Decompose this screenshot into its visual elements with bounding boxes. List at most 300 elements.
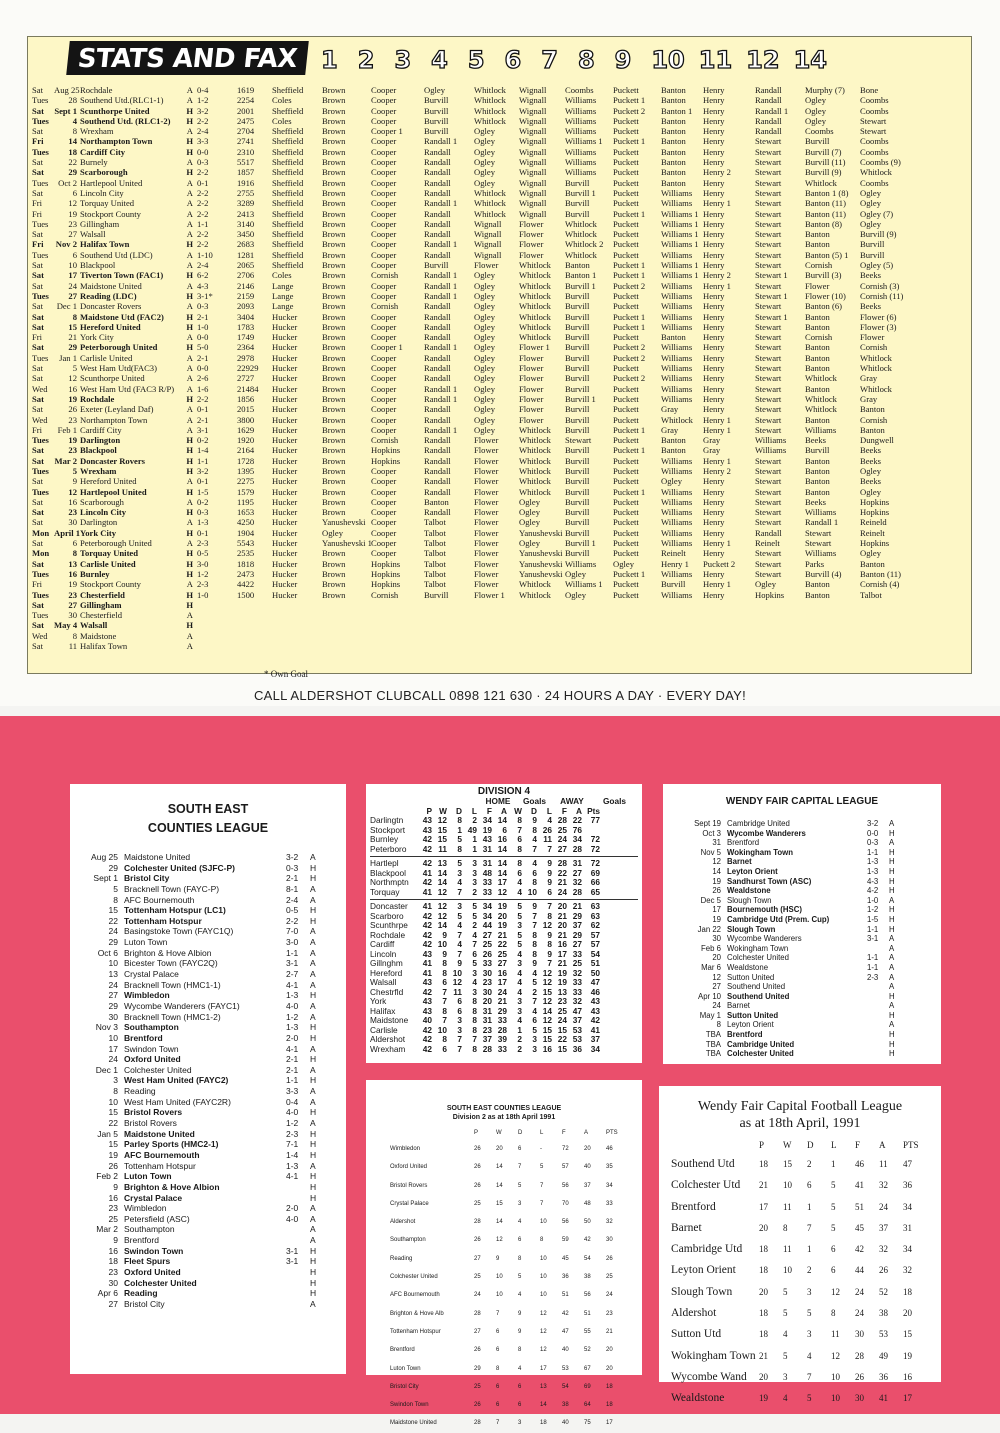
fixture-cell: Williams	[661, 187, 693, 198]
fixture-cell: 3800	[237, 414, 255, 425]
team-name: Wokingham Town	[671, 1349, 756, 1362]
stat-cell: 14	[496, 1219, 503, 1226]
stat-cell: 31	[482, 1005, 492, 1016]
fixture-cell: Randall	[424, 311, 451, 322]
team-name: Wycombe Wand	[671, 1370, 747, 1383]
stat-cell: 6	[807, 1180, 812, 1191]
fixture-opponent: Southend Utd.(RLC1-1)	[80, 95, 164, 106]
fixture-opponent: Exeter (Leyland Daf)	[80, 404, 154, 415]
stat-cell: 40	[584, 1164, 591, 1171]
fixture-score	[867, 1001, 889, 1011]
fixture-cell: Stewart	[755, 558, 782, 569]
fixture-opponent: Tottenham Hotspur	[124, 915, 202, 926]
stat-cell: 9	[547, 867, 552, 878]
fixture-cell	[80, 322, 197, 332]
fixture-score: 1-1	[286, 1075, 299, 1086]
fixture-cell: Williams	[661, 373, 693, 384]
fixture-cell: Whitlock	[805, 404, 837, 415]
fixture-cell: Burvill	[424, 126, 449, 137]
stat-cell: 7	[442, 986, 447, 997]
fixture-cell: Henry 2	[703, 465, 731, 476]
fixture-score: 2-4	[286, 894, 299, 905]
fixture-cell: Whitlock	[860, 363, 892, 374]
fixture-cell	[80, 487, 197, 497]
fixture-opponent: Doncaster Rovers	[80, 455, 145, 466]
stat-cell: 27	[572, 939, 582, 949]
fixture-cell: 2706	[237, 270, 255, 281]
fixture-score: 3-1	[286, 1256, 299, 1267]
fixture-opponent: York City	[80, 527, 117, 538]
fixture-cell: 23	[68, 589, 77, 600]
fixture-cell	[80, 178, 197, 188]
fixture-cell: Banton	[805, 321, 830, 332]
fixture-cell: Puckett	[613, 126, 639, 137]
stat-cell: 26	[474, 1237, 481, 1244]
fixture-cell: Whitlock	[519, 280, 551, 291]
stat-cell: 1	[472, 834, 477, 844]
fixture-cell: Tues	[32, 218, 49, 229]
fixture-cell: Henry	[703, 507, 725, 518]
fixture-cell: Banton (11)	[860, 568, 901, 579]
fixture-cell: Burvill	[565, 208, 590, 219]
fixture-cell: 1856	[237, 393, 255, 404]
stat-cell: 6	[518, 1146, 522, 1152]
fixture-cell: Sheffield	[272, 239, 304, 250]
stat-cell: 49	[879, 1350, 888, 1361]
fixture-cell: Ogley	[661, 476, 683, 487]
fixture-cell: 1195	[237, 496, 254, 507]
stat-cell: 9	[547, 948, 552, 959]
fixture-cell: Williams	[661, 280, 693, 291]
fixture-cell: Williams	[661, 486, 693, 497]
stat-cell: 24	[606, 1292, 613, 1299]
fixture-cell: Ogley	[474, 352, 496, 363]
fixture-cell: Banton	[805, 486, 830, 497]
fixture-cell: Ogley	[860, 465, 882, 476]
fixture-opponent: Colchester United (SJFC-P)	[124, 862, 235, 873]
sec-div2-row	[390, 1414, 642, 1432]
fixture-score: 2-1	[286, 1054, 299, 1065]
stat-cell: 7	[532, 996, 537, 1006]
team-name: Northmptn	[370, 877, 409, 887]
fixture-cell: Banton	[661, 115, 686, 126]
stat-cell: 40	[562, 1420, 569, 1427]
fixture-score: 2-3	[286, 1128, 299, 1139]
fixture-date: 26	[108, 1160, 118, 1171]
fixture-cell	[80, 538, 197, 548]
clubcall-line: CALL ALDERSHOT CLUBCALL 0898 121 630 · 24 HOURS A DAY · EVERY DAY!	[253, 688, 747, 703]
fixture-cell	[80, 312, 197, 322]
fixture-cell: Henry 2	[703, 167, 731, 178]
fixture-cell: Cooper	[371, 157, 397, 168]
fixture-cell	[197, 610, 237, 620]
fixture-cell: 1-3	[197, 517, 209, 528]
fixture-cell: Banton	[661, 126, 686, 137]
fixture-cell: Sat	[32, 301, 43, 312]
fixture-cell: Flower	[519, 229, 544, 240]
fixture-cell: Cooper	[371, 290, 397, 301]
stat-cell: 5	[472, 901, 477, 911]
fixture-cell: Hucker	[272, 332, 298, 343]
stat-cell: 38	[562, 1402, 569, 1409]
shirt-number: 12	[746, 46, 780, 74]
team-name: Burnley	[370, 834, 399, 844]
stat-cell: 20	[557, 901, 567, 911]
fixture-row	[32, 106, 966, 116]
fixture-cell: 0-2	[197, 496, 209, 507]
stat-cell: 19	[759, 1393, 768, 1404]
stat-cell: 33	[572, 948, 582, 959]
stat-cell: 26	[542, 824, 552, 835]
fixture-cell: Beeks	[860, 476, 882, 487]
fixture-cell	[565, 641, 613, 651]
south-east-counties-panel	[70, 784, 346, 1374]
fixture-venue: H	[310, 1256, 317, 1267]
fixture-venue: H	[186, 136, 193, 147]
stat-cell: 42	[422, 939, 432, 949]
fixture-venue: A	[310, 1235, 316, 1246]
column-header: D	[531, 805, 537, 816]
fixture-venue: A	[186, 187, 193, 198]
fixture-cell	[80, 590, 197, 600]
fixture-cell: Williams	[661, 290, 693, 301]
stat-cell: 49	[467, 824, 477, 835]
fixture-cell: Henry	[703, 239, 725, 250]
fixture-cell: Williams 1	[661, 218, 699, 229]
stat-cell: 21	[572, 901, 582, 911]
fixture-date: Jan 5	[97, 1128, 118, 1139]
stat-cell: 1	[807, 1244, 812, 1255]
fixture-cell: Banton	[805, 239, 830, 250]
fixture-cell: Henry	[703, 260, 725, 271]
stat-cell: 4	[517, 1015, 522, 1025]
stat-cell: 8	[518, 1347, 522, 1354]
fixture-opponent: Wokingham Town	[727, 847, 793, 857]
fixture-date: 20	[712, 953, 721, 963]
fixture-cell: Randall	[424, 187, 451, 198]
fixture-cell: Hucker	[272, 465, 298, 476]
fixture-cell: Henry	[703, 393, 725, 404]
fixture-cell: 17	[68, 270, 77, 281]
division-4-row	[370, 888, 638, 898]
fixture-cell	[80, 209, 197, 219]
fixture-cell	[80, 610, 197, 620]
fixture-cell: Banton 1	[565, 270, 597, 281]
fixture-cell: Ogley	[474, 332, 496, 343]
fixture-cell: Henry	[703, 496, 725, 507]
south-east-fixture-row	[86, 948, 346, 959]
stat-cell: 25	[572, 958, 582, 968]
stat-cell: 21	[557, 910, 567, 921]
wendy-table-row	[671, 1282, 941, 1303]
fixture-row	[32, 445, 966, 455]
stats-page	[0, 0, 1000, 706]
stat-cell: 27	[557, 843, 567, 854]
fixture-cell: 2001	[237, 105, 255, 116]
fixture-cell	[371, 600, 424, 610]
fixture-cell: Whitlock	[474, 95, 506, 106]
division-4-group	[370, 856, 638, 897]
fixture-score: 4-0	[286, 1213, 299, 1224]
fixture-cell	[805, 610, 860, 620]
sec-div2-row	[390, 1158, 642, 1176]
sec-div2-table	[366, 1140, 642, 1433]
fixture-cell: Burvill	[565, 373, 590, 384]
fixture-cell: 19	[68, 208, 77, 219]
south-east-fixture-row	[86, 969, 346, 980]
fixture-cell: Stewart	[755, 187, 782, 198]
stat-cell: 26	[855, 1371, 864, 1382]
fixture-cell: Puckett 1	[613, 568, 646, 579]
stat-cell: 32	[903, 1265, 912, 1276]
fixture-opponent: Brighton & Hove Albion	[124, 1181, 220, 1192]
stat-cell: 24	[474, 1292, 481, 1299]
fixture-cell	[322, 641, 371, 651]
fixture-row	[32, 517, 966, 527]
fixture-venue: H	[310, 905, 317, 916]
stat-cell: 77	[590, 815, 600, 825]
fixture-venue: A	[186, 517, 193, 528]
sec-div2-row	[390, 1195, 642, 1213]
stat-cell: 26	[879, 1265, 888, 1276]
fixture-cell: Hucker	[272, 445, 298, 456]
fixture-cell: 2-6	[197, 373, 209, 384]
stat-cell: 3	[457, 1024, 462, 1035]
stat-cell: 4	[532, 967, 537, 978]
stat-cell: 51	[562, 1292, 569, 1299]
stat-cell: 22	[557, 1034, 567, 1044]
fixture-date: 15	[108, 1139, 118, 1150]
fixture-score: 1-3	[867, 857, 879, 867]
fixture-row	[32, 250, 966, 260]
fixture-opponent: Bournemouth (HSC)	[727, 905, 802, 915]
fixture-cell: 1904	[237, 527, 255, 538]
shirt-number: 5	[467, 46, 485, 74]
south-east-fixture-row	[86, 895, 346, 906]
fixture-venue: A	[310, 958, 316, 969]
fixture-cell	[661, 641, 703, 651]
fixture-cell: Mon	[32, 548, 50, 559]
fixture-cell: Hucker	[272, 476, 298, 487]
fixture-opponent: Parley Sports (HMC2-1)	[124, 1139, 219, 1150]
fixture-cell: 0-5	[197, 548, 209, 559]
fixture-cell: 15	[68, 321, 77, 332]
fixture-cell: Flower	[519, 218, 544, 229]
south-east-fixture-row	[86, 1097, 346, 1108]
team-name: Brentford	[671, 1200, 716, 1213]
stat-cell: 21	[759, 1180, 768, 1191]
fixture-cell: Banton	[805, 311, 830, 322]
fixture-date: 24	[108, 979, 118, 990]
fixture-cell: 23	[68, 445, 77, 456]
fixture-cell: Banton 1	[661, 105, 693, 116]
stat-cell: 10	[527, 886, 537, 897]
stat-cell: 21	[557, 958, 567, 968]
stat-cell: 10	[452, 967, 462, 978]
fixture-cell: Williams 1	[661, 229, 699, 240]
stat-cell: -	[540, 1146, 542, 1152]
stat-cell: 4	[532, 858, 537, 868]
fixture-cell: 3-3	[197, 136, 209, 147]
fixture-cell: Burvill (9)	[860, 229, 897, 240]
south-east-title-2: COUNTIES LEAGUE	[147, 821, 269, 835]
fixture-cell: 23	[68, 507, 77, 518]
fixture-date: 29	[108, 937, 118, 948]
stat-cell: 5	[517, 910, 522, 921]
fixture-opponent: Halifax Town	[80, 641, 128, 652]
fixtures-table	[32, 85, 966, 651]
fixture-cell: Burvill	[565, 321, 590, 332]
fixture-venue: A	[186, 630, 193, 641]
fixture-cell: Ogley	[805, 115, 827, 126]
column-header: PTS	[903, 1140, 919, 1150]
stat-cell: 7	[457, 929, 462, 940]
stat-cell: 15	[542, 1034, 552, 1044]
fixture-cell: Whitlock	[519, 455, 551, 466]
column-header: W	[514, 805, 522, 816]
fixture-cell: Henry	[703, 85, 725, 95]
stat-cell: 7	[472, 1034, 477, 1044]
stat-cell: 22	[572, 815, 582, 825]
fixture-score	[286, 1299, 310, 1310]
fixture-venue: H	[310, 862, 317, 873]
fixture-row	[32, 229, 966, 239]
stat-cell: 8	[472, 1015, 477, 1025]
fixture-opponent: Slough Town	[727, 924, 776, 934]
team-name: Aldershot	[671, 1307, 717, 1320]
fixture-score	[286, 1182, 310, 1193]
fixture-cell: Randall	[424, 229, 451, 240]
fixture-cell: Randall	[424, 301, 451, 312]
sec-div2-title-1: SOUTH EAST COUNTIES LEAGUE	[446, 1105, 562, 1112]
fixture-cell: 5-0	[197, 342, 209, 353]
fixture-score: 1-4	[286, 1149, 299, 1160]
fixture-date: Feb 6	[701, 943, 721, 953]
stat-cell: 14	[497, 867, 507, 878]
fixture-cell: Sat	[32, 363, 43, 374]
stat-cell: 27	[497, 958, 507, 968]
fixture-cell: 12	[68, 198, 77, 209]
team-name: Maidstone United	[390, 1420, 437, 1427]
fixture-cell: Bone	[860, 85, 879, 95]
fixture-row	[32, 610, 966, 620]
fixture-cell	[613, 610, 661, 620]
fixture-score: 1-1	[286, 947, 299, 958]
fixture-venue: A	[186, 177, 193, 188]
south-east-fixtures	[70, 852, 346, 1310]
fixture-cell	[805, 631, 860, 641]
fixture-cell: Wignall	[519, 146, 547, 157]
fixture-venue: H	[186, 290, 193, 301]
fixture-score: 2-1	[286, 1064, 299, 1075]
fixture-score: 1-1	[867, 962, 879, 972]
fixture-opponent: AFC Bournemouth	[124, 894, 195, 905]
fixture-cell: Flower (3)	[860, 321, 897, 332]
fixture-opponent: Doncaster Rovers	[80, 301, 142, 312]
fixture-row	[32, 157, 966, 167]
fixture-cell	[661, 631, 703, 641]
fixture-row	[32, 569, 966, 579]
fixture-cell: Hucker	[272, 548, 298, 559]
column-header: A	[879, 1140, 886, 1150]
stat-cell: 15	[496, 1200, 503, 1207]
fixture-cell: Williams	[661, 311, 693, 322]
stat-cell: 3	[472, 877, 477, 887]
fixture-cell: Banton	[424, 496, 449, 507]
fixture-cell: Banton (5) 1	[805, 249, 849, 260]
fixture-cell: Hucker	[272, 507, 298, 518]
fixture-cell: Cornish	[860, 342, 888, 353]
fixture-cell: Brown	[322, 507, 346, 518]
fixture-cell: Randall 1	[424, 393, 458, 404]
fixture-cell: Sheffield	[272, 229, 304, 240]
fixture-cell	[860, 610, 914, 620]
fixture-cell: Puckett	[613, 527, 639, 538]
fixture-score	[867, 992, 889, 1002]
stat-cell: 11	[783, 1244, 792, 1255]
fixture-date: 15	[108, 905, 118, 916]
stat-cell: 46	[855, 1159, 864, 1169]
fixture-cell: Puckett	[613, 404, 639, 415]
fixture-row	[32, 415, 966, 425]
fixture-score: 1-3	[286, 1022, 299, 1033]
stat-cell: 20	[606, 1365, 613, 1372]
stat-cell: 4	[457, 920, 462, 930]
fixture-cell: Williams	[661, 363, 693, 374]
sec-div2-row	[390, 1360, 642, 1378]
fixture-cell: Wed	[32, 630, 48, 641]
fixture-cell: 23	[68, 218, 77, 229]
stat-cell: 43	[422, 824, 432, 835]
stat-cell: 47	[903, 1159, 912, 1169]
stat-cell: 10	[783, 1180, 792, 1191]
fixture-cell: 22	[68, 157, 77, 168]
fixture-date: Nov 5	[700, 847, 721, 857]
fixture-cell	[474, 600, 519, 610]
fixture-venue: A	[186, 476, 193, 487]
stat-cell: 38	[584, 1274, 591, 1281]
fixture-cell: Ogley	[474, 146, 496, 157]
fixture-cell	[272, 600, 322, 610]
fixture-cell: Ogley	[519, 538, 541, 549]
fixture-cell: Beeks	[860, 455, 882, 466]
stat-cell: 42	[422, 877, 432, 887]
fixture-cell	[80, 579, 197, 589]
fixture-cell: 2-2	[197, 208, 209, 219]
team-name: Scunthrpe	[370, 920, 408, 930]
stat-cell: 53	[879, 1329, 888, 1340]
fixture-opponent: Scarborough	[80, 167, 128, 178]
stat-cell: 18	[903, 1286, 912, 1297]
fixture-cell: Banton (11)	[805, 198, 846, 209]
stat-cell: 33	[497, 1043, 507, 1054]
fixture-date: 23	[108, 1203, 118, 1214]
fixture-cell: Flower	[519, 239, 544, 250]
fixture-cell: Banton	[661, 85, 686, 95]
fixture-cell: Flower	[860, 332, 885, 343]
fixture-cell: Whitlock	[805, 373, 837, 384]
fixture-date: 24	[108, 926, 118, 937]
stat-cell: 37	[482, 1034, 492, 1044]
fixture-cell: Williams	[805, 548, 837, 559]
fixture-venue: H	[310, 1266, 317, 1277]
fixture-cell: Randall 1	[424, 383, 458, 394]
fixture-cell: Banton	[805, 342, 830, 353]
fixture-opponent: Burnely	[80, 157, 108, 168]
fixture-cell: Burvill (4)	[805, 568, 842, 579]
fixture-venue: H	[186, 527, 193, 538]
fixture-cell: Banton	[805, 229, 830, 240]
